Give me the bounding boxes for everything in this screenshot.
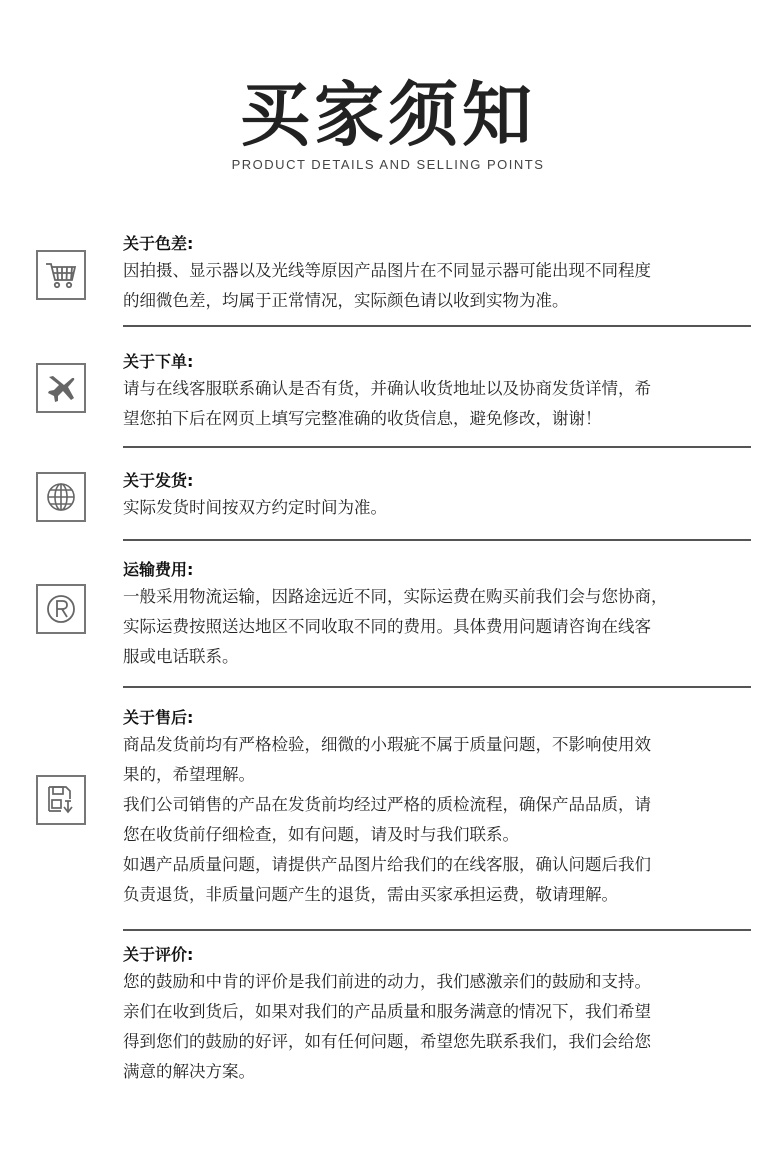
section-text-line: 实际运费按照送达地区不同收取不同的费用。具体费用问题请咨询在线客	[123, 617, 651, 636]
section-text-line: 实际发货时间按双方约定时间为准。	[123, 498, 387, 517]
section-text-line: 请与在线客服联系确认是否有货，并确认收货地址以及协商发货详情，希	[123, 379, 651, 398]
section-heading: 关于发货:	[123, 471, 194, 490]
section-text-line: 商品发货前均有严格检验，细微的小瑕疵不属于质量问题，不影响使用效	[123, 735, 651, 754]
section-text-line: 的细微色差，均属于正常情况，实际颜色请以收到实物为准。	[123, 291, 569, 310]
registered-icon	[36, 584, 86, 634]
save-download-icon	[36, 775, 86, 825]
section-heading: 关于评价:	[123, 945, 194, 964]
section-heading: 运输费用:	[123, 560, 194, 579]
section-text-line: 望您拍下后在网页上填写完整准确的收货信息，避免修改，谢谢！	[123, 409, 602, 428]
globe-icon	[36, 472, 86, 522]
page-title: 买家须知	[240, 74, 536, 156]
divider	[123, 446, 751, 448]
divider	[123, 539, 751, 541]
section-text-line: 亲们在收到货后，如果对我们的产品质量和服务满意的情况下，我们希望	[123, 1002, 651, 1021]
section-text-line: 满意的解决方案。	[123, 1062, 255, 1081]
divider	[123, 686, 751, 688]
section-text-line: 您的鼓励和中肯的评价是我们前进的动力，我们感激亲们的鼓励和支持。	[123, 972, 651, 991]
section-text-line: 一般采用物流运输，因路途远近不同，实际运费在购买前我们会与您协商，	[123, 587, 668, 606]
shopping-cart-icon	[36, 250, 86, 300]
section-text-line: 服或电话联系。	[123, 647, 239, 666]
section-text-line: 果的，希望理解。	[123, 765, 255, 784]
section-text-line: 因拍摄、显示器以及光线等原因产品图片在不同显示器可能出现不同程度	[123, 261, 651, 280]
section-heading: 关于色差:	[123, 234, 194, 253]
airplane-icon	[36, 363, 86, 413]
section-text-line: 您在收货前仔细检查，如有问题，请及时与我们联系。	[123, 825, 519, 844]
section-text-line: 负责退货，非质量问题产生的退货，需由买家承担运费，敬请理解。	[123, 885, 618, 904]
section-heading: 关于下单:	[123, 352, 194, 371]
section-text-line: 得到您们的鼓励的好评，如有任何问题，希望您先联系我们，我们会给您	[123, 1032, 651, 1051]
section-text-line: 如遇产品质量问题，请提供产品图片给我们的在线客服，确认问题后我们	[123, 855, 651, 874]
divider	[123, 325, 751, 327]
section-text-line: 我们公司销售的产品在发货前均经过严格的质检流程，确保产品品质，请	[123, 795, 651, 814]
section-heading: 关于售后:	[123, 708, 194, 727]
divider	[123, 929, 751, 931]
page-subtitle: PRODUCT DETAILS AND SELLING POINTS	[231, 157, 545, 172]
